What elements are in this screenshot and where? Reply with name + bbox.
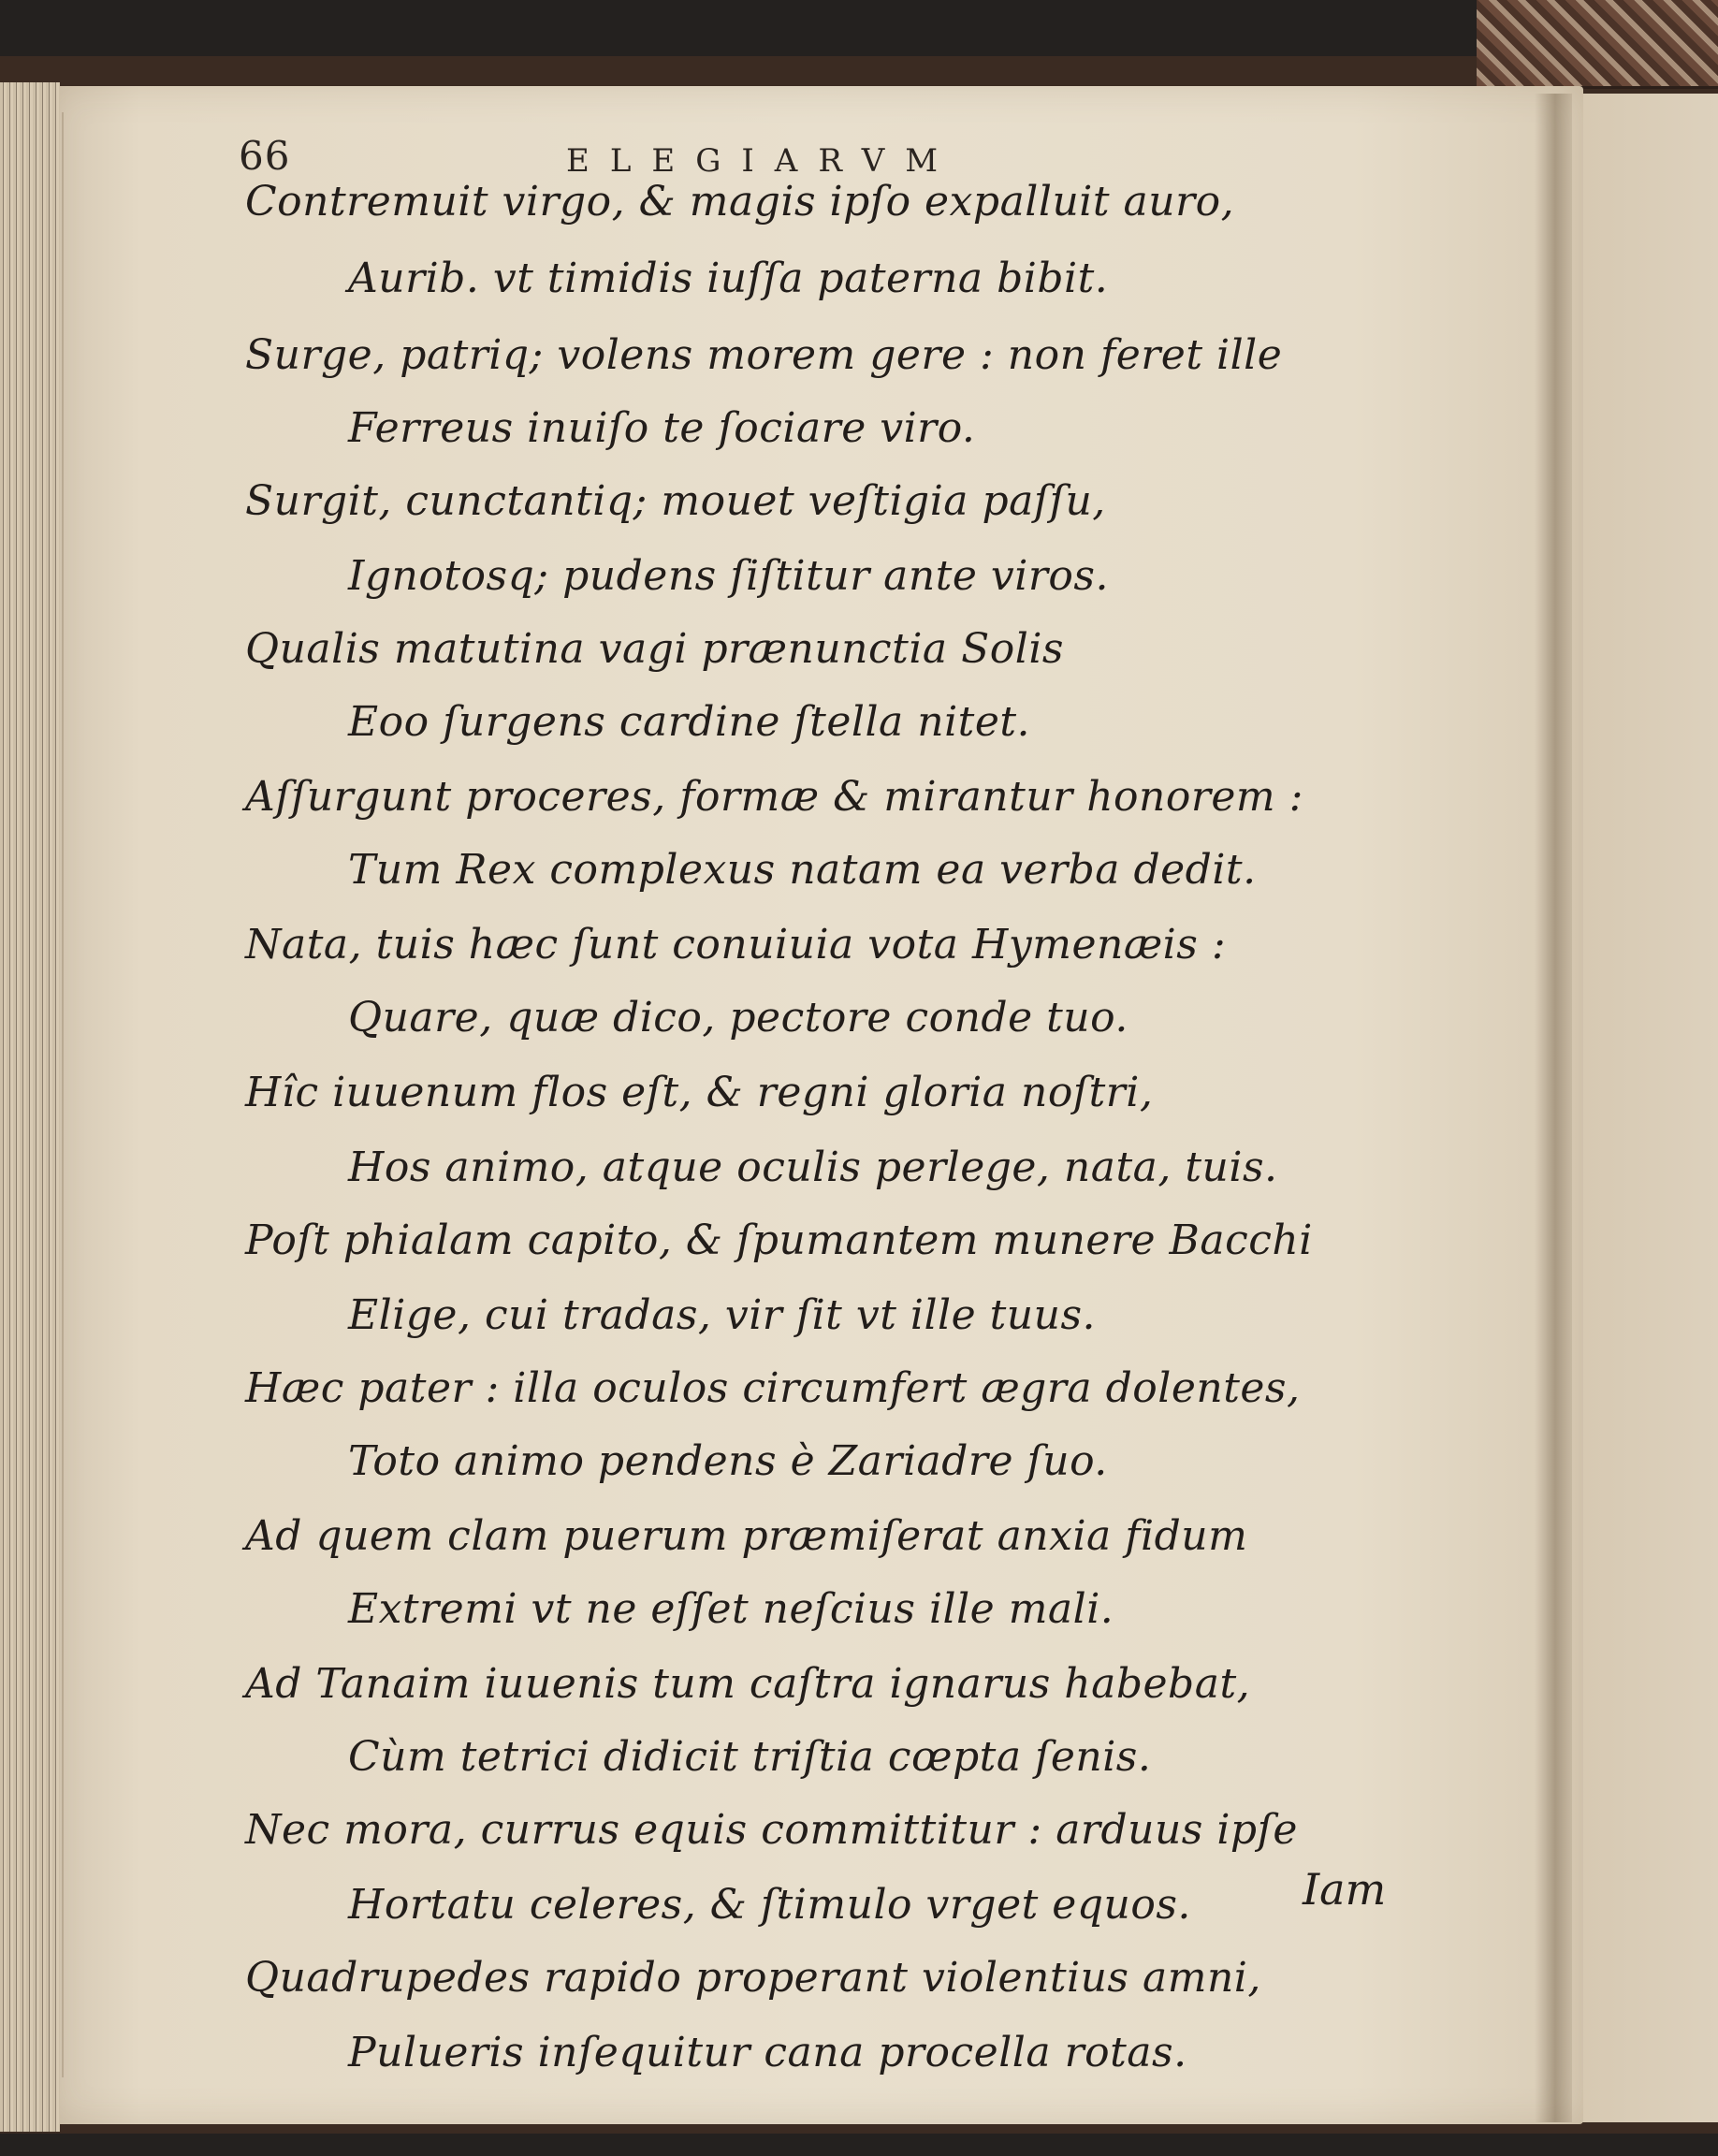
- verse-line: Ignotosq; pudens ſiſtitur ante viros.: [348, 552, 1109, 600]
- verse-line: Ferreus inuiſo te ſociare viro.: [348, 404, 976, 452]
- verse-line: Hæc pater : illa oculos circumfert ægra dolentes,: [245, 1364, 1301, 1412]
- verse-line: Cùm tetrici didicit triſtia cœpta ſenis.: [348, 1733, 1152, 1781]
- verse-line: Aurib. vt timidis iuſſa paterna bibit.: [348, 255, 1109, 302]
- verse-line: Tum Rex complexus natam ea verba dedit.: [348, 846, 1257, 894]
- verse-line: Hortatu celeres, & ſtimulo vrget equos.: [348, 1881, 1191, 1929]
- verse-line: Eoo ſurgens cardine ſtella nitet.: [348, 698, 1031, 746]
- verse-line: Ad quem clam puerum præmiſerat anxia fidum: [245, 1512, 1248, 1560]
- verse-line: Contremuit virgo, & magis ipſo expalluit auro,: [245, 178, 1235, 226]
- verse-line: Ad Tanaim iuuenis tum caſtra ignarus habebat,: [245, 1660, 1251, 1708]
- page-number: 66: [239, 133, 291, 179]
- verse-line: Quare, quæ dico, pectore conde tuo.: [348, 994, 1128, 1042]
- verse-line: Surge, patriq; volens morem gere : non feret ille: [245, 331, 1283, 379]
- catchword: Iam: [1303, 1864, 1387, 1915]
- verse-line: Quadrupedes rapido properant violentius amni,: [245, 1954, 1261, 2002]
- verse-line: Elige, cui tradas, vir ſit vt ille tuus.: [348, 1291, 1097, 1339]
- verse-line: Surgit, cunctantiq; mouet veſtigia paſſu,: [245, 477, 1106, 525]
- verse-line: Pulueris inſequitur cana procella rotas.: [348, 2029, 1187, 2076]
- verse-line: Aſſurgunt proceres, formæ & mirantur honorem :: [245, 773, 1303, 821]
- verse-line: Nec mora, currus equis committitur : arduus ipſe: [245, 1806, 1298, 1854]
- running-head: ELEGIARVM: [566, 142, 959, 180]
- verse-line: Nata, tuis hæc ſunt conuiuia vota Hymenæis :: [245, 921, 1227, 969]
- verse-line: Qualis matutina vagi prænunctia Solis: [245, 625, 1064, 673]
- verse-line: Hos animo, atque oculis perlege, nata, tuis.: [348, 1144, 1278, 1191]
- verse-line: Poſt phialam capito, & ſpumantem munere Bacchi: [245, 1216, 1313, 1264]
- verse-line: Toto animo pendens è Zariadre ſuo.: [348, 1437, 1108, 1485]
- verse-line: Hîc iuuenum flos eſt, & regni gloria noſtri,: [245, 1069, 1154, 1116]
- verse-line: Extremi vt ne eſſet neſcius ille mali.: [348, 1585, 1114, 1633]
